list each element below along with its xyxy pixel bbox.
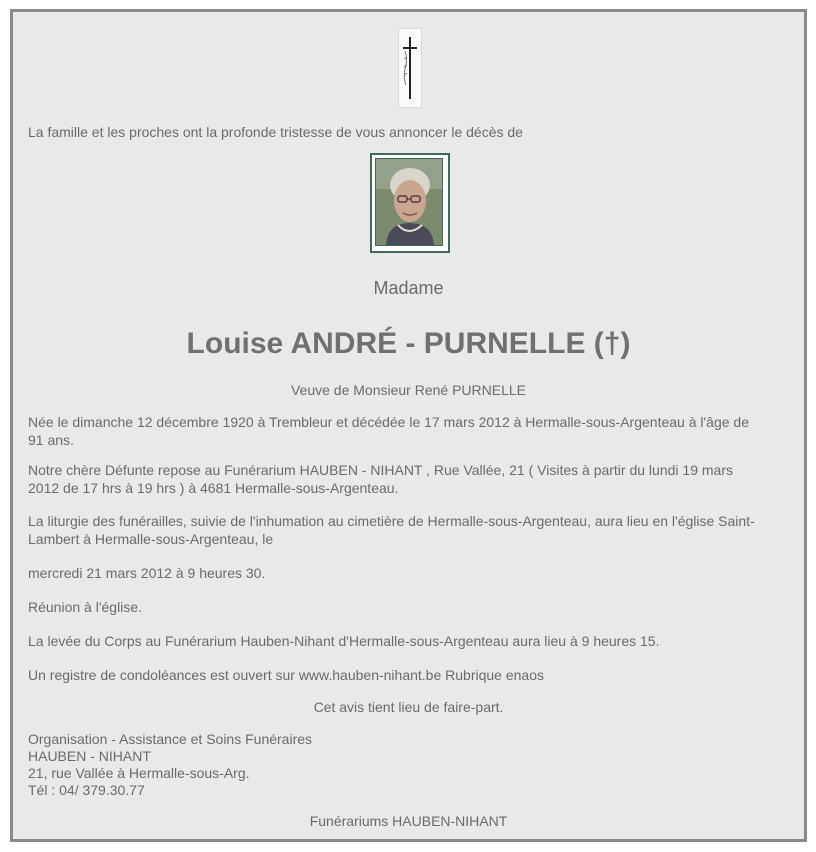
repose-line-1: Notre chère Défunte repose au Funérarium HAUBEN - NIHANT , Rue Vallée, 21 ( Visites à partir du lundi 19 mars — [28, 462, 733, 478]
org-line-3: 21, rue Vallée à Hermalle-sous-Arg. — [28, 765, 250, 781]
levee-text: La levée du Corps au Funérarium Hauben-Nihant d'Hermalle-sous-Argenteau aura lieu à 9 heures 15. — [28, 633, 660, 649]
org-line-1: Organisation - Assistance et Soins Funéraires — [28, 731, 313, 747]
cross-icon — [398, 28, 422, 108]
org-line-2: HAUBEN - NIHANT — [28, 748, 151, 764]
obituary-card — [10, 9, 807, 842]
notice-text: Cet avis tient lieu de faire-part. — [313, 699, 504, 715]
honorific: Madame — [373, 278, 444, 298]
birth-death-line-1: Née le dimanche 12 décembre 1920 à Trembleur et décédée le 17 mars 2012 à Hermalle-sous-Argenteau à l'âge de — [28, 414, 749, 430]
register-text: Un registre de condoléances est ouvert sur www.hauben-nihant.be Rubrique enaos — [28, 667, 544, 683]
liturgy-line-1: La liturgie des funérailles, suivie de l'inhumation au cimetière de Hermalle-sous-Argenteau, aura lieu en l'église Saint- — [28, 513, 755, 529]
repose-line-2: 2012 de 17 hrs à 19 hrs ) à 4681 Hermalle-sous-Argenteau. — [28, 480, 399, 496]
deceased-name: Louise ANDRÉ - PURNELLE (†) — [186, 327, 631, 360]
intro-text: La famille et les proches ont la profonde tristesse de vous annoncer le décès de — [28, 124, 523, 140]
portrait-photo — [370, 153, 450, 253]
liturgy-line-2: Lambert à Hermalle-sous-Argenteau, le — [28, 531, 274, 547]
org-phone: Tél : 04/ 379.30.77 — [28, 782, 145, 798]
widow-of: Veuve de Monsieur René PURNELLE — [290, 382, 527, 398]
ceremony-date: mercredi 21 mars 2012 à 9 heures 30. — [28, 565, 266, 581]
meeting-place: Réunion à l'église. — [28, 599, 142, 615]
birth-death-line-2: 91 ans. — [28, 432, 74, 448]
footer-text: Funérariums HAUBEN-NIHANT — [309, 813, 508, 829]
